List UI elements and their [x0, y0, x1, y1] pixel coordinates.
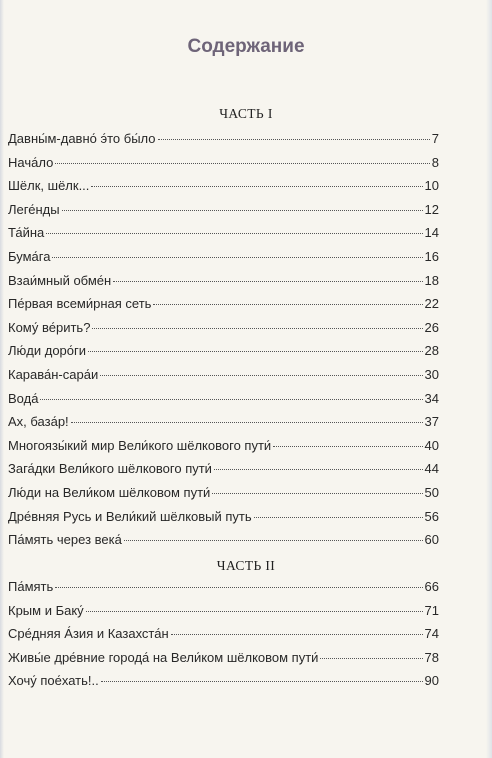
toc-entry-title: Бума́га [8, 248, 51, 264]
toc-entry[interactable] [8, 485, 439, 509]
dot-leader [101, 681, 423, 682]
toc-entry[interactable] [8, 438, 439, 462]
dot-leader [273, 446, 422, 447]
dot-leader [52, 257, 422, 258]
dot-leader [113, 281, 422, 282]
dot-leader [91, 186, 422, 187]
toc-entry-page-number: 8 [431, 154, 439, 170]
toc-entry-page-number: 26 [424, 319, 439, 335]
toc-entry[interactable] [8, 178, 439, 202]
toc-entry[interactable] [8, 626, 439, 650]
toc-entry[interactable] [8, 273, 439, 297]
toc-entry-page-number: 34 [424, 390, 439, 406]
toc-entry[interactable] [8, 320, 439, 344]
dot-leader [86, 611, 423, 612]
toc-entry-title: Лю́ди доро́ги [8, 343, 87, 359]
toc-entry-title: Пе́рвая всеми́рная сеть [8, 296, 152, 312]
toc-entry-title: Давны́м-давно́ э́то бы́ло [8, 131, 156, 146]
toc-entry-page-number: 60 [424, 532, 439, 548]
toc-entry-page-number: 18 [424, 272, 439, 288]
toc-entry-title: Вода́ [8, 390, 39, 406]
dot-leader [320, 658, 422, 659]
toc-entry-title: Ах, база́р! [8, 414, 69, 430]
dot-leader [158, 139, 430, 140]
toc-entry[interactable] [8, 461, 439, 485]
toc-entry-page-number: 30 [424, 366, 439, 382]
toc-entry-page-number: 56 [424, 508, 439, 524]
page-title: Содержание [187, 36, 305, 57]
toc-entry[interactable] [8, 155, 439, 179]
toc-entry-page-number: 44 [424, 461, 439, 477]
dot-leader [254, 517, 423, 518]
toc-entry-page-number: 28 [424, 343, 439, 359]
toc-entry-page-number: 90 [424, 673, 439, 689]
toc-entry[interactable] [8, 296, 439, 320]
toc-entry-title: Та́йна [8, 225, 45, 241]
dot-leader [212, 493, 422, 494]
toc-entry-page-number: 22 [424, 296, 439, 312]
toc-entry-page-number: 40 [424, 437, 439, 453]
dot-leader [62, 210, 423, 211]
toc-entry-title: Зага́дки Вели́кого шёлкового пути́ [8, 461, 212, 477]
toc-entry-page-number: 37 [424, 414, 439, 430]
toc-entry[interactable] [8, 225, 439, 249]
dot-leader [124, 540, 423, 541]
toc-entry[interactable] [8, 343, 439, 367]
toc-entry-page-number: 50 [424, 484, 439, 500]
toc-entry-page-number: 66 [424, 579, 439, 594]
toc-entry-title: Хочу́ пое́хать!.. [8, 673, 99, 689]
toc-entry-title: Па́мять через века́ [8, 532, 122, 548]
toc-entry[interactable] [8, 391, 439, 415]
toc-entry-title: Сре́дняя А́зия и Казахста́н [8, 626, 169, 642]
dot-leader [46, 233, 422, 234]
dot-leader [153, 304, 422, 305]
toc-entry-title: Дре́вняя Русь и Вели́кий шёлковый путь [8, 508, 252, 524]
dot-leader [71, 422, 423, 423]
toc-entry[interactable] [8, 673, 439, 697]
toc-entry[interactable] [8, 202, 439, 226]
dot-leader [92, 328, 422, 329]
toc-entry[interactable] [8, 532, 439, 556]
toc-entry-page-number: 71 [424, 602, 439, 618]
dot-leader [214, 469, 423, 470]
toc-entry[interactable] [8, 579, 439, 603]
toc-entry-title: Нача́ло [8, 154, 54, 170]
toc-entry-title: Кому́ ве́рить? [8, 319, 91, 335]
dot-leader [100, 375, 422, 376]
dot-leader [88, 351, 423, 352]
toc-entry-title: Па́мять [8, 579, 54, 594]
toc-entry-title: Шёлк, шёлк... [8, 178, 90, 194]
dot-leader [171, 634, 423, 635]
part-2-toc-list [8, 579, 439, 697]
dot-leader [40, 399, 422, 400]
toc-entry[interactable] [8, 414, 439, 438]
toc-entry-title: Многоязы́кий мир Вели́кого шёлкового пути́ [8, 437, 272, 453]
toc-entry[interactable] [8, 603, 439, 627]
toc-entry-page-number: 12 [424, 201, 439, 217]
toc-entry-page-number: 10 [424, 178, 439, 194]
toc-entry-title: Крым и Баку́ [8, 602, 84, 618]
toc-entry-title: Леге́нды [8, 201, 60, 217]
toc-entry[interactable] [8, 650, 439, 674]
toc-entry[interactable] [8, 367, 439, 391]
toc-entry[interactable] [8, 509, 439, 533]
toc-entry[interactable] [8, 131, 439, 155]
toc-entry-page-number: 14 [424, 225, 439, 241]
toc-entry-page-number: 16 [424, 248, 439, 264]
toc-entry-title: Лю́ди на Вели́ком шёлковом пути́ [8, 484, 211, 500]
toc-entry-page-number: 78 [424, 649, 439, 665]
dot-leader [55, 163, 429, 164]
dot-leader [55, 587, 422, 588]
toc-entry[interactable] [8, 249, 439, 273]
part-1-heading: ЧАСТЬ I [219, 106, 273, 121]
toc-entry-page-number: 74 [424, 626, 439, 642]
part-2-heading: ЧАСТЬ II [216, 558, 276, 573]
toc-entry-title: Взаи́мный обме́н [8, 272, 112, 288]
toc-entry-title: Карава́н-сара́и [8, 366, 99, 382]
toc-entry-page-number: 7 [431, 131, 439, 146]
part-1-toc-list [8, 131, 439, 556]
toc-entry-title: Живы́е дре́вние города́ на Вели́ком шёлковом пути́ [8, 649, 319, 665]
